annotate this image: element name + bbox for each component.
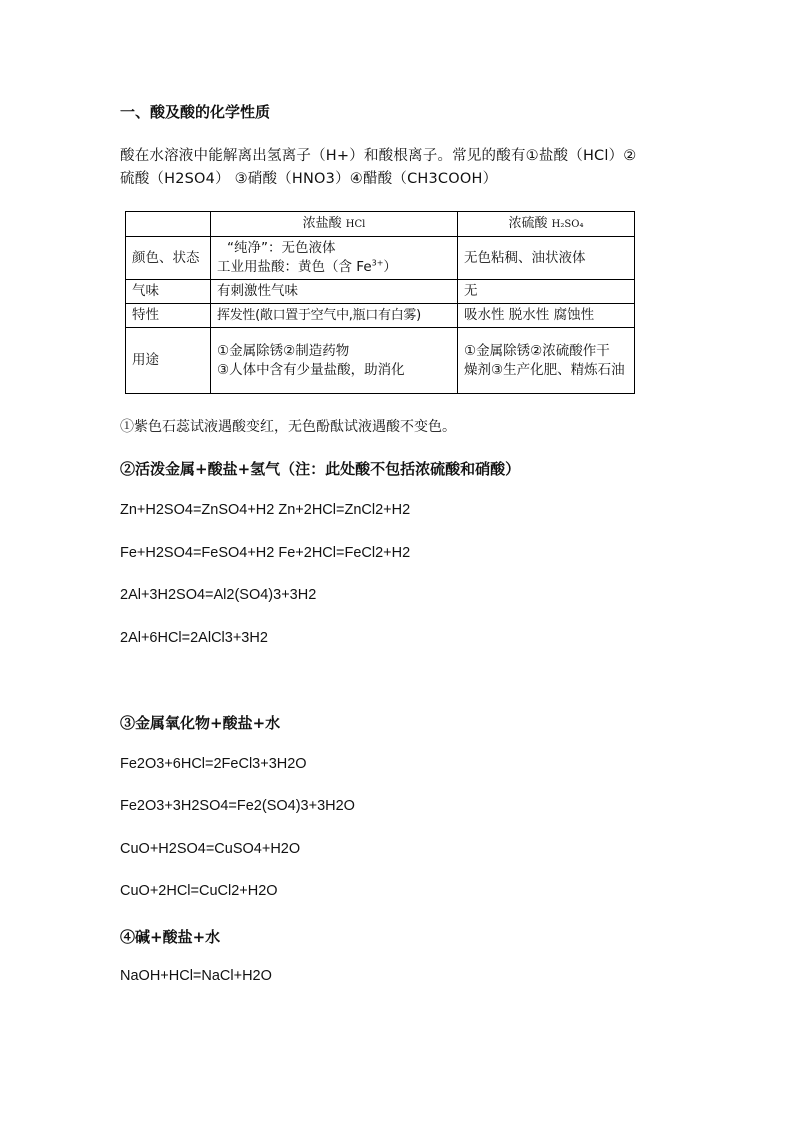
property-3-heading: ③金属氧化物+酸盐+水 <box>120 714 281 732</box>
header-h2so4-formula: H₂SO₄ <box>551 219 584 230</box>
equation: Fe+H2SO4=FeSO4+H2 Fe+2HCl=FeCl2+H2 <box>120 545 411 561</box>
header-h2so4-name: 浓硫酸 <box>508 216 552 231</box>
table-row <box>126 237 635 280</box>
h2so4-cell <box>458 328 635 394</box>
hcl-cell: 有刺激性气味 <box>211 280 458 304</box>
fe-charge: 3+ <box>371 258 384 268</box>
header-hcl-name: 浓盐酸 <box>302 216 346 231</box>
hcl-line: “纯净”：无色液体 <box>227 240 336 256</box>
h2so4-cell: 无色粘稠、油状液体 <box>458 237 635 280</box>
table-row <box>126 304 635 328</box>
row-label: 特性 <box>126 304 211 328</box>
property-1-text: ①紫色石蕊试液遇酸变红，无色酚酞试液遇酸不变色。 <box>120 419 456 435</box>
hcl-line <box>217 258 451 277</box>
row-label: 颜色、状态 <box>126 237 211 280</box>
equation: Fe2O3+6HCl=2FeCl3+3H2O <box>120 756 307 772</box>
hcl-cell: 挥发性(敞口置于空气中,瓶口有白雾) <box>211 304 458 328</box>
row-label: 气味 <box>126 280 211 304</box>
table-row <box>126 328 635 394</box>
equation: CuO+H2SO4=CuSO4+H2O <box>120 841 301 857</box>
equation: 2Al+6HCl=2AlCl3+3H2 <box>120 630 268 646</box>
h2so4-line: 燥剂③生产化肥、精炼石油 <box>464 361 625 378</box>
header-hcl <box>211 212 458 237</box>
hcl-cell <box>211 237 458 280</box>
equation: NaOH+HCl=NaCl+H2O <box>120 968 272 984</box>
hcl-line-text: 工业用盐酸：黄色（含 Fe <box>217 259 372 275</box>
h2so4-cell: 无 <box>458 280 635 304</box>
section-heading: 一、酸及酸的化学性质 <box>120 103 271 121</box>
table-row <box>126 280 635 304</box>
hcl-line: ①金属除锈②制造药物 <box>217 342 350 359</box>
equation: CuO+2HCl=CuCl2+H2O <box>120 883 278 899</box>
header-empty-cell <box>126 212 211 237</box>
equation: Fe2O3+3H2SO4=Fe2(SO4)3+3H2O <box>120 798 355 814</box>
intro-line-1: 酸在水溶液中能解离出氢离子（H+）和酸根离子。常见的酸有①盐酸（HCl）② <box>120 148 637 164</box>
h2so4-line: ①金属除锈②浓硫酸作干 <box>464 342 610 359</box>
hcl-cell <box>211 328 458 394</box>
hcl-line: ③人体中含有少量盐酸，助消化 <box>217 361 405 378</box>
table-header-row <box>126 212 635 237</box>
hcl-line-end: ） <box>383 259 397 275</box>
row-label: 用途 <box>126 328 211 394</box>
equation: Zn+H2SO4=ZnSO4+H2 Zn+2HCl=ZnCl2+H2 <box>120 502 411 518</box>
header-hcl-formula: HCl <box>345 219 366 230</box>
property-4-heading: ④碱+酸盐+水 <box>120 928 221 946</box>
property-2-heading: ②活泼金属+酸盐+氢气（注：此处酸不包括浓硫酸和硝酸） <box>120 460 521 478</box>
acid-property-table <box>125 211 635 394</box>
header-h2so4 <box>458 212 635 237</box>
equation: 2Al+3H2SO4=Al2(SO4)3+3H2 <box>120 587 317 603</box>
intro-line-2: 硫酸（H2SO4） ③硝酸（HNO3）④醋酸（CH3COOH） <box>120 171 498 187</box>
h2so4-cell: 吸水性 脱水性 腐蚀性 <box>458 304 635 328</box>
